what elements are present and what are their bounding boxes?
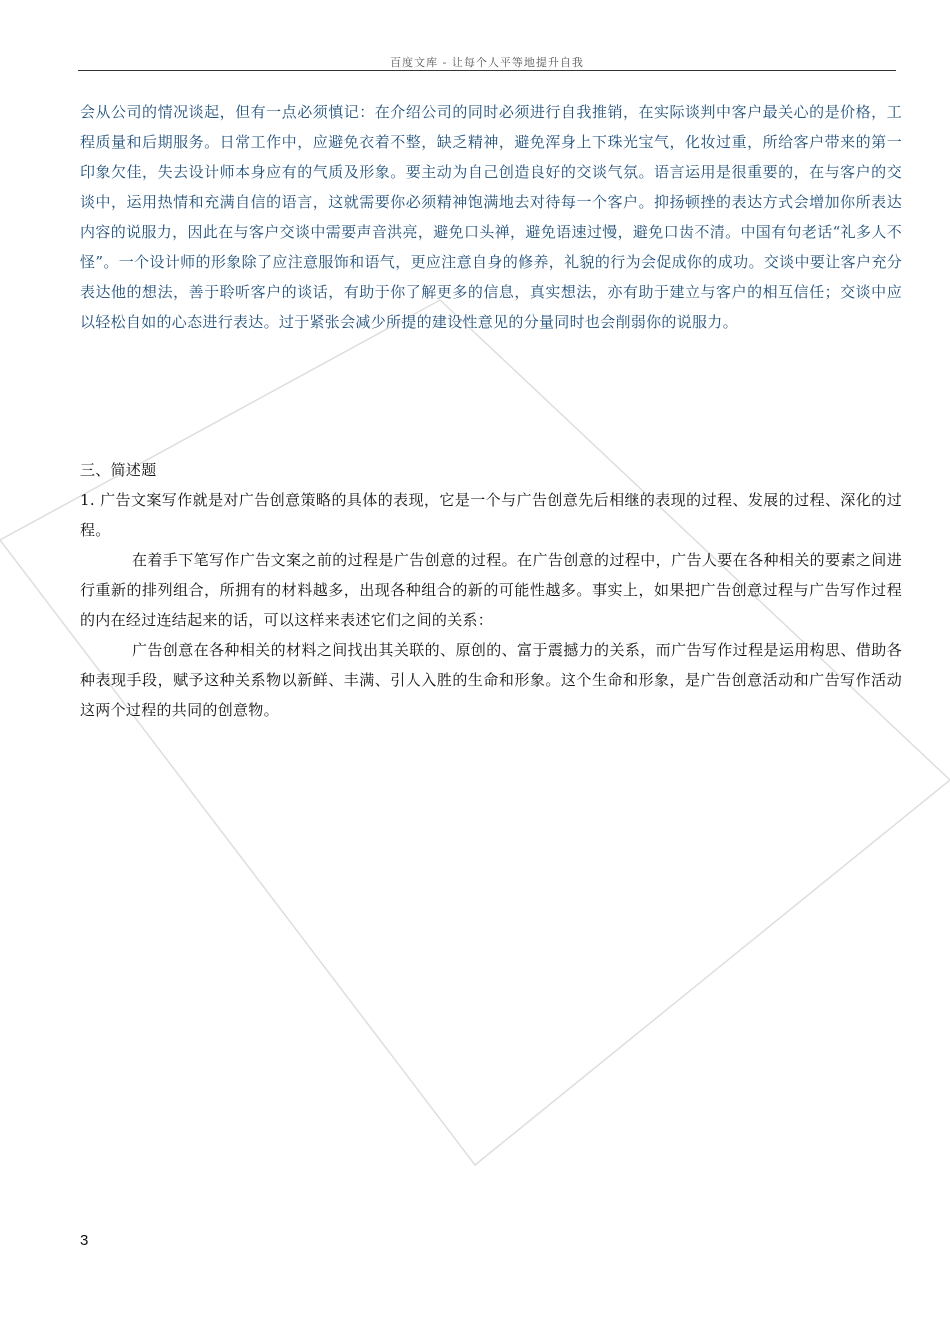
question-1-paragraph-2: 在着手下笔写作广告文案之前的过程是广告创意的过程。在广告创意的过程中，广告人要在各种相关的要素之间进行重新的排列组合，所拥有的材料越多，出现各种组合的新的可能性越多。事实上，如果把广告创意过程与广告写作过程的内在经过连结起来的话，可以这样来表述它们之间的关系： [80,551,902,629]
section-title: 三、简述题 [80,461,157,479]
page-number: 3 [80,1232,89,1249]
document-body [80,97,902,725]
page-header: 百度文库 - 让每个人平等地提升自我 [78,56,896,71]
question-1-paragraph: 1. 广告文案写作就是对广告创意策略的具体的表现，它是一个与广告创意先后相继的表现的过程、发展的过程、深化的过程。 [80,491,902,539]
question-1-paragraph-3: 广告创意在各种相关的材料之间找出其关联的、原创的、富于震撼力的关系，而广告写作过程是运用构思、借助各种表现手段，赋予这种关系物以新鲜、丰满、引人入胜的生命和形象。这个生命和形象，是广告创意活动和广告写作活动这两个过程的共同的创意物。 [80,641,902,719]
intro-paragraph: 会从公司的情况谈起，但有一点必须慎记：在介绍公司的同时必须进行自我推销，在实际谈判中客户最关心的是价格，工程质量和后期服务。日常工作中，应避免衣着不整，缺乏精神，避免浑身上下珠光宝气，化妆过重，所给客户带来的第一印象欠佳，失去设计师本身应有的气质及形象。要主动为自己创造良好的交谈气氛。语言运用是很重要的，在与客户的交谈中，运用热情和充满自信的语言，这就需要你必须精神饱满地去对待每一个客户。抑扬顿挫的表达方式会增加你所表达内容的说服力，因此在与客户交谈中需要声音洪亮，避免口头禅，避免语速过慢，避免口齿不清。中国有句老话“礼多人不怪”。一个设计师的形象除了应注意服饰和语气，更应注意自身的修养，礼貌的行为会促成你的成功。交谈中要让客户充分表达他的想法，善于聆听客户的谈话，有助于你了解更多的信息，真实想法，亦有助于建立与客户的相互信任；交谈中应以轻松自如的心态进行表达。过于紧张会减少所提的建设性意见的分量同时也会削弱你的说服力。 [80,103,902,331]
